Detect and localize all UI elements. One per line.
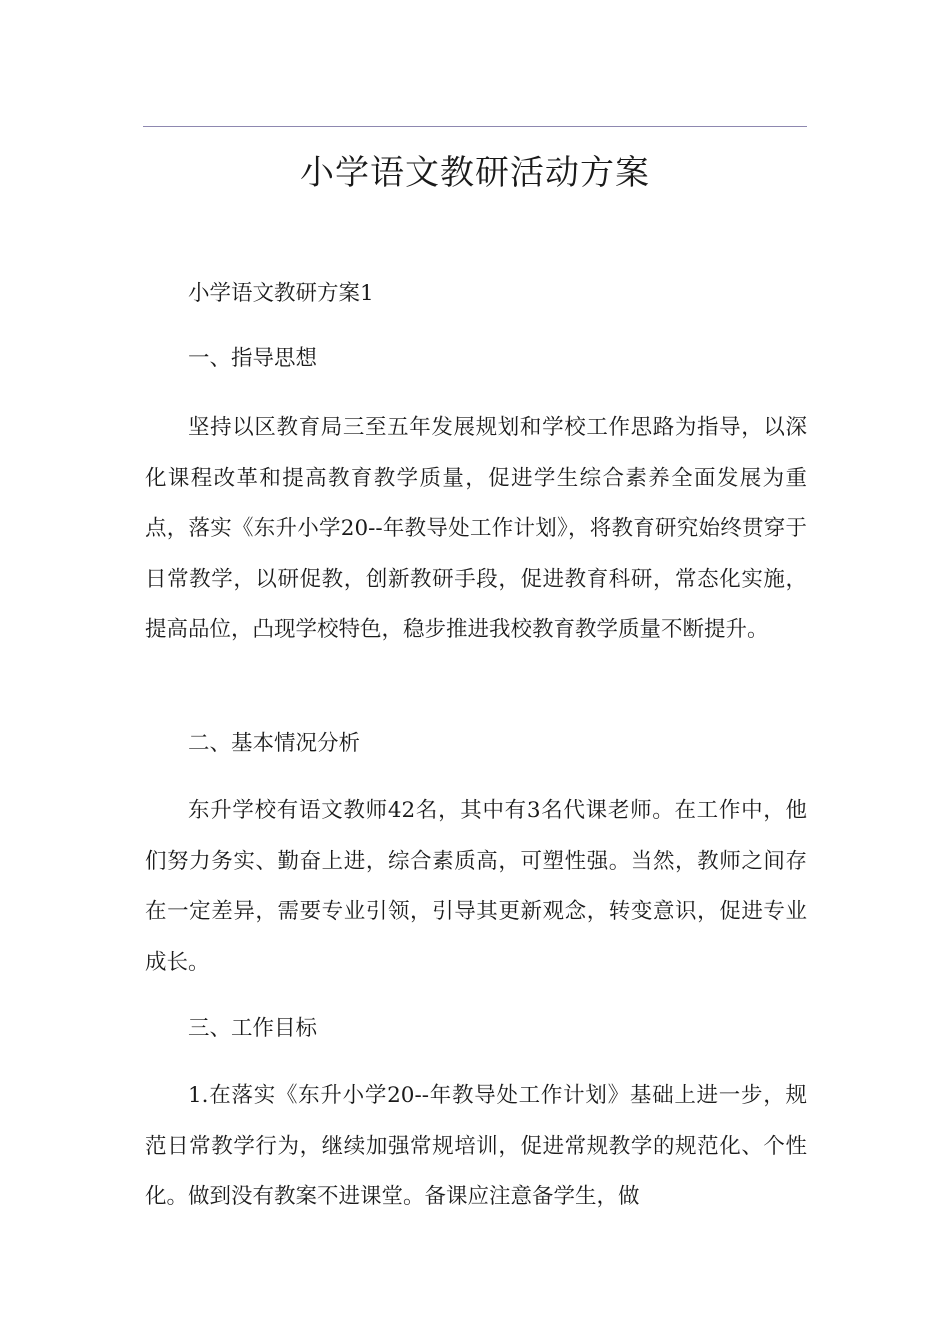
section-heading-work-goals: 三、工作目标 bbox=[188, 1016, 318, 1041]
document-title: 小学语文教研活动方案 bbox=[300, 153, 650, 193]
section-heading-situation-analysis: 二、基本情况分析 bbox=[188, 731, 361, 756]
section-heading-plan: 小学语文教研方案1 bbox=[188, 281, 374, 306]
paragraph-situation-analysis: 东升学校有语文教师42名，其中有3名代课老师。在工作中，他们努力务实、勤奋上进，综合素质高，可塑性强。当然，教师之间存在一定差异，需要专业引领，引导其更新观念，转变意识，促进专业成长。 bbox=[145, 798, 807, 975]
paragraph-guiding-thought: 坚持以区教育局三至五年发展规划和学校工作思路为指导，以深化课程改革和提高教育教学质量，促进学生综合素养全面发展为重点，落实《东升小学20--年教导处工作计划》，将教育研究始终贯穿于日常教学，以研促教，创新教研手段，促进教育科研，常态化实施，提高品位，凸现学校特色，稳步推进我校教育教学质量不断提升。 bbox=[145, 415, 807, 642]
header-rule bbox=[143, 126, 807, 127]
paragraph-work-goal-1: 1.在落实《东升小学20--年教导处工作计划》基础上进一步，规范日常教学行为，继续加强常规培训，促进常规教学的规范化、个性化。做到没有教案不进课堂。备课应注意备学生，做 bbox=[145, 1083, 807, 1209]
section-heading-guiding-thought: 一、指导思想 bbox=[188, 346, 318, 371]
